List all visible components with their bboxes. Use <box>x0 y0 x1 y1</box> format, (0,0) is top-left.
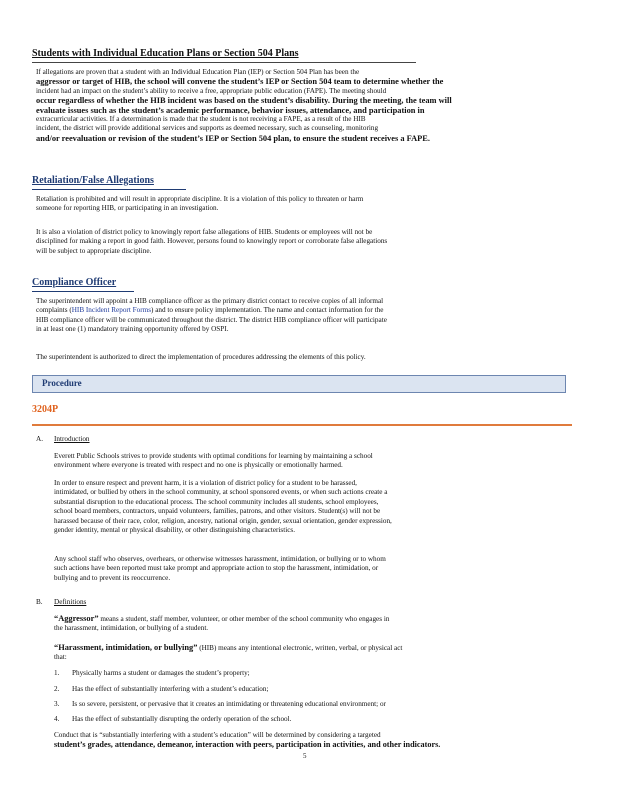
retaliation-line: Retaliation is prohibited and will result in appropriate discipline. It is a violation of this policy to threaten or harm <box>36 195 364 203</box>
aggressor-line <box>54 614 564 624</box>
aggressor-line: the harassment, intimidation, or bullying of a student. <box>54 624 209 633</box>
intro-line: substantial disruption to the educational process. The school community includes all students, school employees, <box>54 497 379 506</box>
heading-rule <box>32 189 186 190</box>
aggressor-definition <box>54 614 564 634</box>
iep-line: aggressor or target of HIB, the school will convene the student’s IEP or Section 504 team to determine whether the <box>36 77 444 87</box>
retaliation-paragraph-2 <box>36 228 564 256</box>
list-number: 4. <box>54 715 60 723</box>
iep-paragraph <box>36 68 564 143</box>
compliance-line: The superintendent will appoint a HIB compliance officer as the primary district contact to receive copies of all informal <box>36 297 384 305</box>
page-number: 5 <box>303 752 307 760</box>
section-title: Introduction <box>54 435 90 443</box>
list-item <box>54 715 291 723</box>
iep-line: incident, the district will provide additional services and supports as deemed necessary, such as counseling, monitoring <box>36 124 379 133</box>
procedure-label: Procedure <box>42 378 82 388</box>
iep-line: If allegations are proven that a student with an Individual Education Plan (IEP) or Section 504 Plan has been the <box>36 68 360 76</box>
conduct-paragraph <box>54 731 564 750</box>
procedure-band <box>32 375 566 393</box>
conduct-line: Conduct that is “substantially interfering with a student’s education” will be determined by considering a targeted <box>54 731 381 739</box>
list-text: Is so severe, persistent, or pervasive that it creates an intimidating or threatening educational environment; or <box>72 700 386 708</box>
list-item <box>54 685 268 693</box>
retaliation-line: will be subject to appropriate discipline. <box>36 246 152 255</box>
iep-line: evaluate issues such as the student’s academic performance, behavior issues, attendance, and participation in <box>36 105 425 115</box>
list-text: Physically harms a student or damages the student’s property; <box>72 669 250 677</box>
intro-line: In order to ensure respect and prevent harm, it is a violation of district policy for a student to be harassed, <box>54 479 357 487</box>
compliance-paragraph-1 <box>36 297 564 335</box>
compliance-paragraph-2: The superintendent is authorized to direct the implementation of procedures addressing the elements of this policy. <box>36 353 366 361</box>
list-item <box>54 700 386 708</box>
hib-definition <box>54 643 564 663</box>
retaliation-line: It is also a violation of district policy to knowingly report false allegations of HIB. Students or employees will not be <box>36 228 373 236</box>
list-number: 3. <box>54 700 60 708</box>
iep-heading: Students with Individual Education Plans or Section 504 Plans <box>32 48 299 59</box>
procedure-rule <box>32 424 572 426</box>
retaliation-paragraph-1 <box>36 195 564 214</box>
intro-line: such actions have been reported must take prompt and appropriate action to stop the harassment, intimidation, or <box>54 564 379 573</box>
heading-rule <box>32 291 134 292</box>
iep-line: occur regardless of whether the HIB incident was based on the student’s disability. During the meeting, the team will <box>36 96 452 106</box>
intro-line: gender identity, mental or physical disability, or other distinguishing characteristics. <box>54 526 295 535</box>
compliance-line <box>36 306 564 315</box>
section-definitions <box>36 598 86 606</box>
hib-incident-report-forms-link[interactable]: HIB Incident Report Forms <box>71 306 151 315</box>
aggressor-term: “Aggressor” <box>54 614 99 623</box>
list-number: 2. <box>54 685 60 693</box>
intro-line: Everett Public Schools strives to provide students with optimal conditions for learning by maintaining a school <box>54 452 373 460</box>
hib-line <box>54 643 564 653</box>
heading-rule <box>32 62 416 63</box>
compliance-line: in at least one (1) mandatory training opportunity offered by OSPI. <box>36 325 229 334</box>
list-item <box>54 669 250 677</box>
hib-line: that: <box>54 653 67 662</box>
iep-line: and/or reevaluation or revision of the student’s IEP or Section 504 plan, to ensure the student receives a FAPE. <box>36 133 430 143</box>
section-letter: B. <box>36 598 43 606</box>
list-text: Has the effect of substantially disrupting the orderly operation of the school. <box>72 715 292 723</box>
hib-text: (HIB) means any intentional electronic, written, verbal, or physical act <box>199 644 403 652</box>
intro-line: environment where everyone is treated with respect and no one is physically or emotionally harmed. <box>54 461 343 470</box>
intro-line: bullying and to prevent its reoccurrence. <box>54 573 171 582</box>
section-title: Definitions <box>54 598 87 606</box>
compliance-text: ) and to ensure policy implementation. The name and contact information for the <box>151 306 384 315</box>
compliance-heading: Compliance Officer <box>32 277 117 288</box>
intro-line: Any school staff who observes, overhears, or otherwise witnesses harassment, intimidation, or bullying or to whom <box>54 555 386 563</box>
list-number: 1. <box>54 669 60 677</box>
procedure-code: 3204P <box>32 404 59 415</box>
section-introduction <box>36 435 90 443</box>
iep-line: incident had an impact on the student’s ability to receive a free, appropriate public education (FAPE). The meeting should <box>36 86 387 95</box>
list-text: Has the effect of substantially interfering with a student’s education; <box>72 685 269 693</box>
retaliation-line: someone for reporting HIB, or participating in an investigation. <box>36 204 219 213</box>
intro-line: intimidated, or bullied by others in the school community, at school sponsored events, or when such actions create a <box>54 488 388 497</box>
hib-term: “Harassment, intimidation, or bullying” <box>54 643 198 652</box>
intro-paragraph-2 <box>54 479 564 535</box>
aggressor-text: means a student, staff member, volunteer, or other member of the school community who engages in <box>100 615 390 623</box>
conduct-line: student’s grades, attendance, demeanor, interaction with peers, participation in activities, and other indicators. <box>54 740 441 750</box>
iep-line: extracurricular activities. If a determination is made that the student is not receiving a FAPE, as a result of the HIB <box>36 115 366 124</box>
intro-paragraph-1 <box>54 452 564 471</box>
intro-line: harassed because of their race, color, religion, ancestry, national origin, gender, sexual orientation, gender expression, <box>54 516 392 525</box>
intro-paragraph-3 <box>54 555 564 583</box>
compliance-text: complaints ( <box>36 306 72 315</box>
compliance-line: HIB compliance officer will be communicated throughout the district. The district HIB compliance officer will participate <box>36 315 387 324</box>
retaliation-heading: Retaliation/False Allegations <box>32 175 154 186</box>
intro-line: school board members, contractors, unpaid volunteers, families, patrons, and other visitors. Student(s) will not be <box>54 507 381 516</box>
retaliation-line: disciplined for making a report in good faith. However, persons found to knowingly report or corroborate false allegations <box>36 237 388 246</box>
section-letter: A. <box>36 435 43 443</box>
